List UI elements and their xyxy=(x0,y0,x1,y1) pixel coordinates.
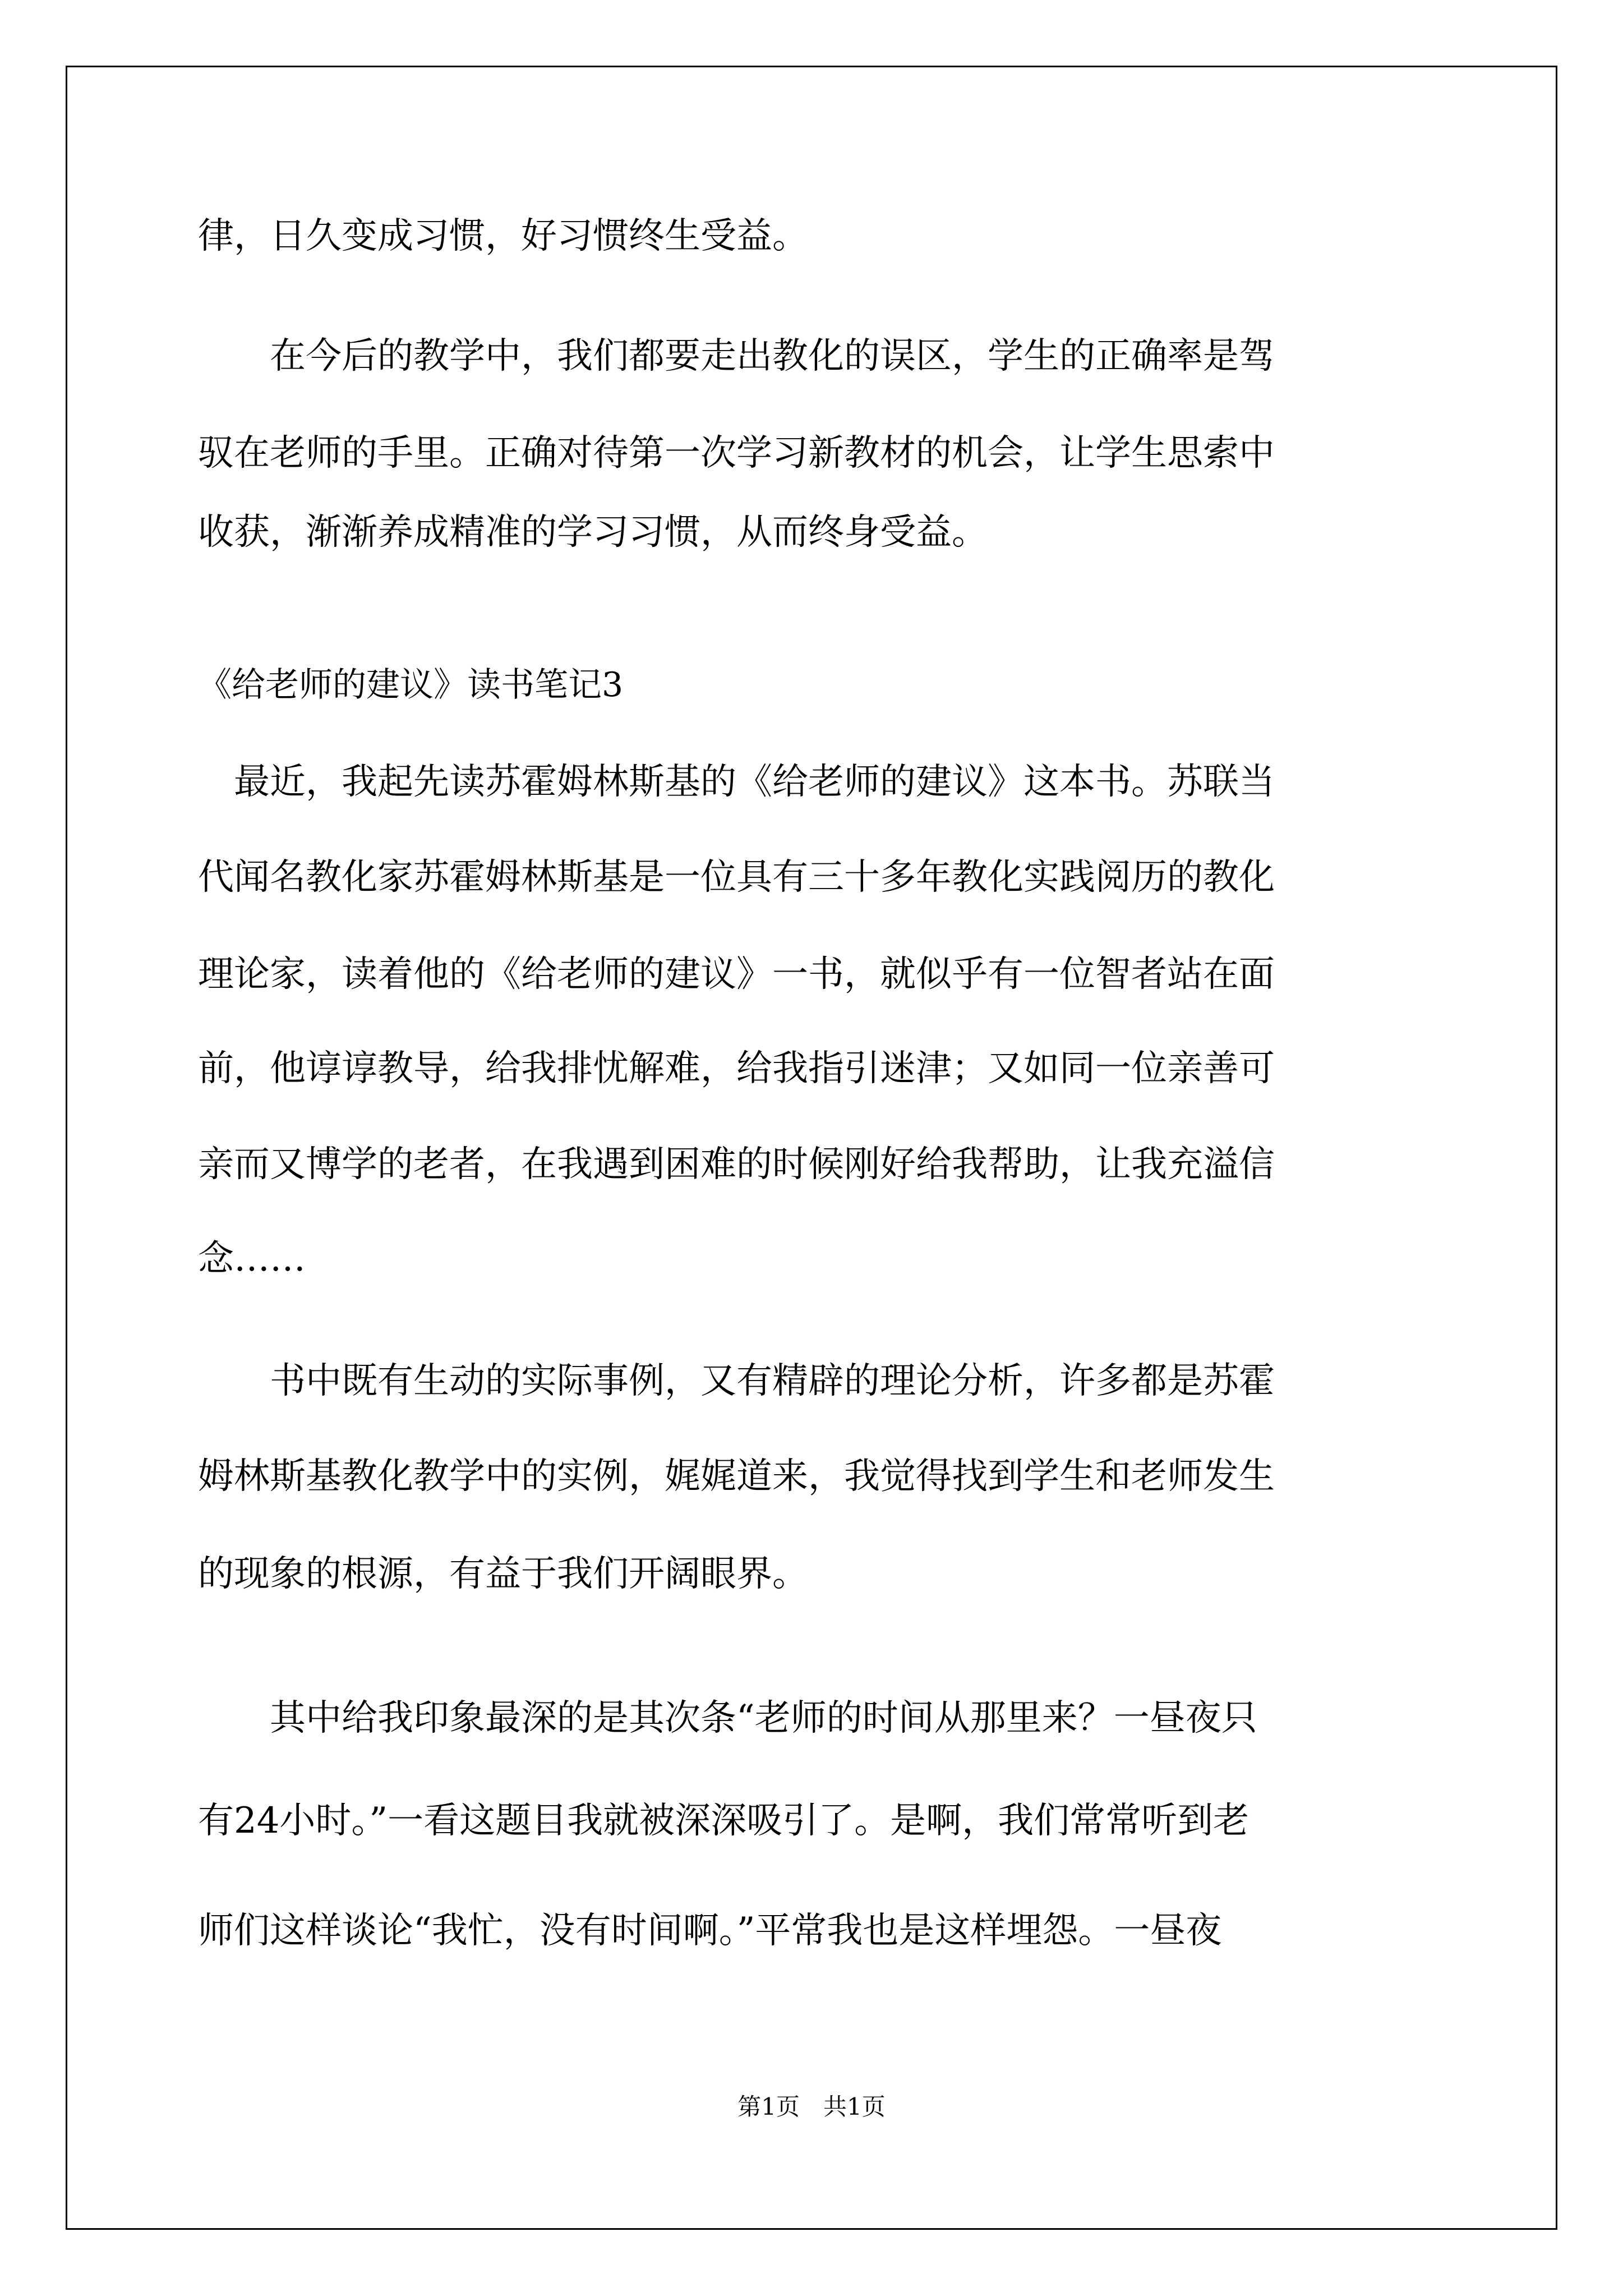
text-line: 书中既有生动的实际事例，又有精辟的理论分析，许多都是苏霍 xyxy=(198,1360,1275,1402)
text-line: 有24小时。”一看这题目我就被深深吸引了。是啊，我们常常听到老 xyxy=(198,1800,1249,1842)
text-line: 其中给我印象最深的是其次条“老师的时间从那里来？一昼夜只 xyxy=(198,1697,1257,1739)
page-footer: 第1页 共1页 xyxy=(737,2093,886,2120)
text-line: 在今后的教学中，我们都要走出教化的误区，学生的正确率是驾 xyxy=(198,335,1275,377)
text-line: 的现象的根源，有益于我们开阔眼界。 xyxy=(198,1553,808,1595)
text-line: 收获，渐渐养成精准的学习习惯，从而终身受益。 xyxy=(198,512,988,553)
text-line: 前，他谆谆教导，给我排忧解难，给我指引迷津；又如同一位亲善可 xyxy=(198,1048,1275,1089)
text-line: 理论家，读着他的《给老师的建议》一书，就似乎有一位智者站在面 xyxy=(198,954,1275,995)
text-line: 最近，我起先读苏霍姆林斯基的《给老师的建议》这本书。苏联当 xyxy=(198,761,1275,803)
text-line: 姆林斯基教化教学中的实例，娓娓道来，我觉得找到学生和老师发生 xyxy=(198,1456,1275,1497)
text-line: 师们这样谈论“我忙，没有时间啊。”平常我也是这样埋怨。一昼夜 xyxy=(198,1910,1222,1952)
text-line: 念…… xyxy=(198,1238,306,1280)
text-line: 律，日久变成习惯，好习惯终生受益。 xyxy=(198,215,808,257)
text-line: 代闻名教化家苏霍姆林斯基是一位具有三十多年教化实践阅历的教化 xyxy=(198,857,1275,898)
text-line: 驭在老师的手里。正确对待第一次学习新教材的机会，让学生思索中 xyxy=(198,432,1275,474)
section-heading: 《给老师的建议》读书笔记3 xyxy=(198,665,624,705)
text-line: 亲而又博学的老者，在我遇到困难的时候刚好给我帮助，让我充溢信 xyxy=(198,1144,1275,1185)
